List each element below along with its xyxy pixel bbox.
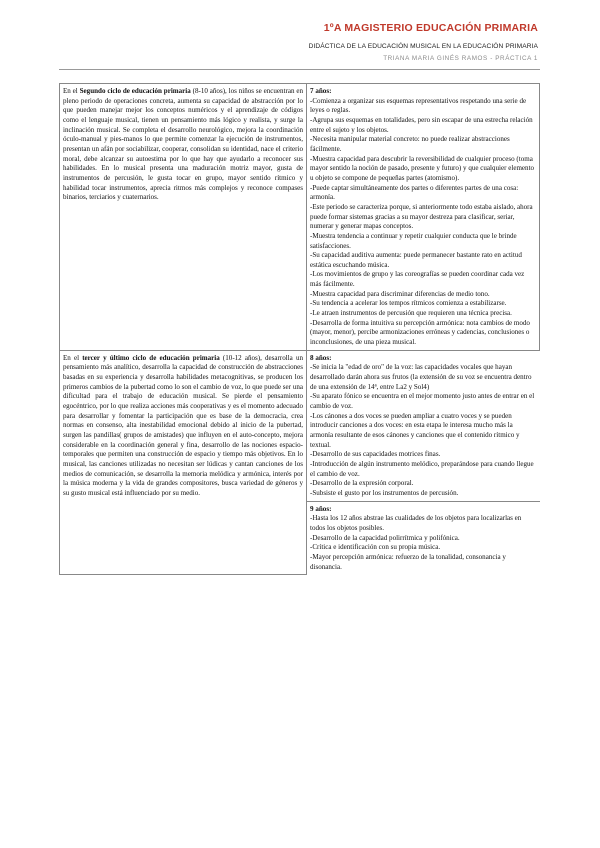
list-item: -Desarrolla de forma intuitiva su percepción armónica: nota cambios de modo (mayor, menor), percibe armonizaciones erróneas y cadencias, conclusiones o inconclusiones, de una pieza musical. bbox=[310, 318, 530, 347]
header-divider bbox=[59, 69, 540, 70]
list-item: -Muestra capacidad para descubrir la reversibilidad de cualquier proceso (toma mayor sentido la noción de pasado, presente y futuro) y que cualquier elemento u objeto se compone de pequeñas partes (atomismo). bbox=[310, 154, 535, 182]
list-item: -Desarrollo de la capacidad polirrítmica y polifónica. bbox=[310, 533, 460, 542]
list-item: -Necesita manipular material concreto: no puede realizar abstracciones fácilmente. bbox=[310, 135, 510, 153]
list-item: -Este periodo se caracteriza porque, si anteriormente todo estaba aislado, ahora puede formar sistemas gracias a su mayor destreza para clasificar, seriar, numerar y generar mapas conceptos. bbox=[310, 202, 533, 231]
age-7-heading: 7 años: bbox=[310, 87, 332, 95]
list-item: -Subsiste el gusto por los instrumentos de percusión. bbox=[310, 488, 459, 497]
list-item: -Su aparato fónico se encuentra en el mejor momento justo antes de entrar en el cambio de voz. bbox=[310, 392, 535, 410]
table-row bbox=[60, 84, 540, 351]
third-cycle-cell bbox=[60, 350, 307, 574]
age-8-heading: 8 años: bbox=[310, 353, 332, 362]
subject-title: DIDÁCTICA DE LA EDUCACIÓN MUSICAL EN LA EDUCACIÓN PRIMARIA bbox=[308, 43, 538, 50]
list-item: -Mayor percepción armónica: refuerzo de la tonalidad, consonancia y disonancia. bbox=[310, 552, 506, 571]
table-row bbox=[60, 350, 540, 574]
author-practice: TRIANA MARIA GINÉS RAMOS - PRÁCTICA 1 bbox=[383, 55, 538, 62]
list-item: -Hasta los 12 años abstrae las cualidades de los objetos para localizarlas en todos los objetos posibles. bbox=[310, 514, 522, 532]
second-cycle-text: En el Segundo ciclo de educación primaria (8-10 años), los niños se encuentran en pleno periodo de operaciones concreta, aumenta su capacidad de abstracción por lo que pueden manejar mejor los conceptos numéricos y el aprendizaje de códigos como el lenguaje musical, tienen un pensamiento más lógico y realista, y surge la inclinación musical. Se completa el desarrollo neurológico, mejora la coordinación óculo-manual y pies-manos lo que permite comenzar la ejecución de instrumentos, presentan un afán por sociabilizar, cooperar, consolidan su identidad, nace el criterio moral, debe alcanzar su autoestima por lo que hay que ayudarlo a reconocer sus habilidades. En lo musical presenta una maduración motriz mayor, gusta de instrumentos de percusión, le gusta tocar en grupo, mayor sentido rítmico y habilidad tocar instrumentos, aprecia ritmos más complejos y reconoce compases binarios, terciarios y cuaternarios. bbox=[63, 87, 303, 202]
third-cycle-text: En el tercer y último ciclo de educación primaria (10-12 años), desarrolla un pensamiento más analítico, desarrolla la capacidad de construcción de abstracciones basadas en su experiencia y desarrolla habilidades metacognitivas, se producen los primeros cambios de la pubertad como lo son el cambio de voz, lo que puede ser una dificultad para el trabajo de educación musical. Se pierde el pensamiento egocéntrico, por lo que realiza acciones más cooperativas y es el momento adecuado para desarrollar y fomentar la participación que es base de la democracia, crea normas en consenso, alta inestabilidad emocional debido al inicio de la pubertad, surgen las pandillas( grupos de amistades) que influyen en el auto-concepto, mejora considerable en la coordinación general y fina, desarrollo de las nociones espacio-temporales que permiten una construcción de espacio y tiempo más objetivos. En lo musical, las canciones utilizadas no necesitan ser lúdicas y cantan canciones de los medios de comunicación, se desarrolla la memoria melódica y armónica, interés por la música moderna y la vida de grandes compositores, busca variedad de géneros y su gusto musical está influenciado por su medio. bbox=[63, 353, 303, 497]
list-item: -Los cánones a dos voces se pueden ampliar a cuatro voces y se pueden introducir canciones a dos voces: en esta etapa le interesa mucho más la armonía resultante de esos cánones y canciones que el contenido rítmico y textual. bbox=[310, 411, 520, 449]
list-item: -Su capacidad auditiva aumenta: puede permanecer bastante rato en actitud estática escuchando música. bbox=[310, 251, 522, 269]
list-item: -Puede captar simultáneamente dos partes o diferentes partes de una cosa: armonía. bbox=[310, 183, 519, 202]
second-cycle-heading: Segundo ciclo de educación primaria bbox=[79, 87, 191, 95]
age-9-block bbox=[307, 501, 540, 575]
list-item: -Los movimientos de grupo y las coreografías se pueden coordinar cada vez más fácilmente. bbox=[310, 270, 525, 289]
list-item: -Muestra capacidad para discriminar diferencias de medio tono. bbox=[310, 289, 490, 298]
ages-8-9-cell bbox=[307, 350, 540, 574]
age-8-block bbox=[307, 351, 540, 501]
list-item: -Comienza a organizar sus esquemas representativos respetando una serie de leyes o reglas. bbox=[310, 96, 527, 115]
list-item: -Su tendencia a acelerar los tempos rítmicos comienza a estabilizarse. bbox=[310, 299, 507, 308]
list-item: -Crítica e identificación con su propia música. bbox=[310, 543, 441, 552]
age-7-cell bbox=[307, 84, 540, 351]
development-table bbox=[59, 83, 540, 575]
age-7-list bbox=[310, 97, 536, 348]
list-item: -Agrupa sus esquemas en totalidades, pero sin escapar de una estrecha relación entre el sujeto y los objetos. bbox=[310, 115, 533, 134]
second-cycle-cell bbox=[60, 84, 307, 351]
age-9-heading: 9 años: bbox=[310, 504, 332, 513]
list-item: -Muestra tendencia a continuar y repetir cualquier conducta que le brinde satisfacciones. bbox=[310, 231, 517, 250]
list-item: -Desarrollo de sus capacidades motrices finas. bbox=[310, 450, 441, 459]
course-title: 1ºA MAGISTERIO EDUCACIÓN PRIMARIA bbox=[323, 22, 538, 34]
list-item: -Se inicia la "edad de oro" de la voz: las capacidades vocales que hayan desarrollado darán ahora sus frutos (la extensión de su voz se encuentra dentro de una extensión de 14ª, entre La2 y Sol4) bbox=[310, 363, 532, 391]
list-item: -Introducción de algún instrumento melódico, preparándose para cuando llegue el cambio de voz. bbox=[310, 459, 534, 478]
age-9-list bbox=[310, 514, 537, 572]
third-cycle-heading: tercer y último ciclo de educación primaria bbox=[82, 353, 220, 362]
list-item: -Desarrollo de la expresión corporal. bbox=[310, 479, 414, 488]
age-8-list bbox=[310, 363, 537, 498]
page-header bbox=[309, 22, 538, 62]
list-item: -Le atraen instrumentos de percusión que requieren una técnica precisa. bbox=[310, 309, 512, 318]
